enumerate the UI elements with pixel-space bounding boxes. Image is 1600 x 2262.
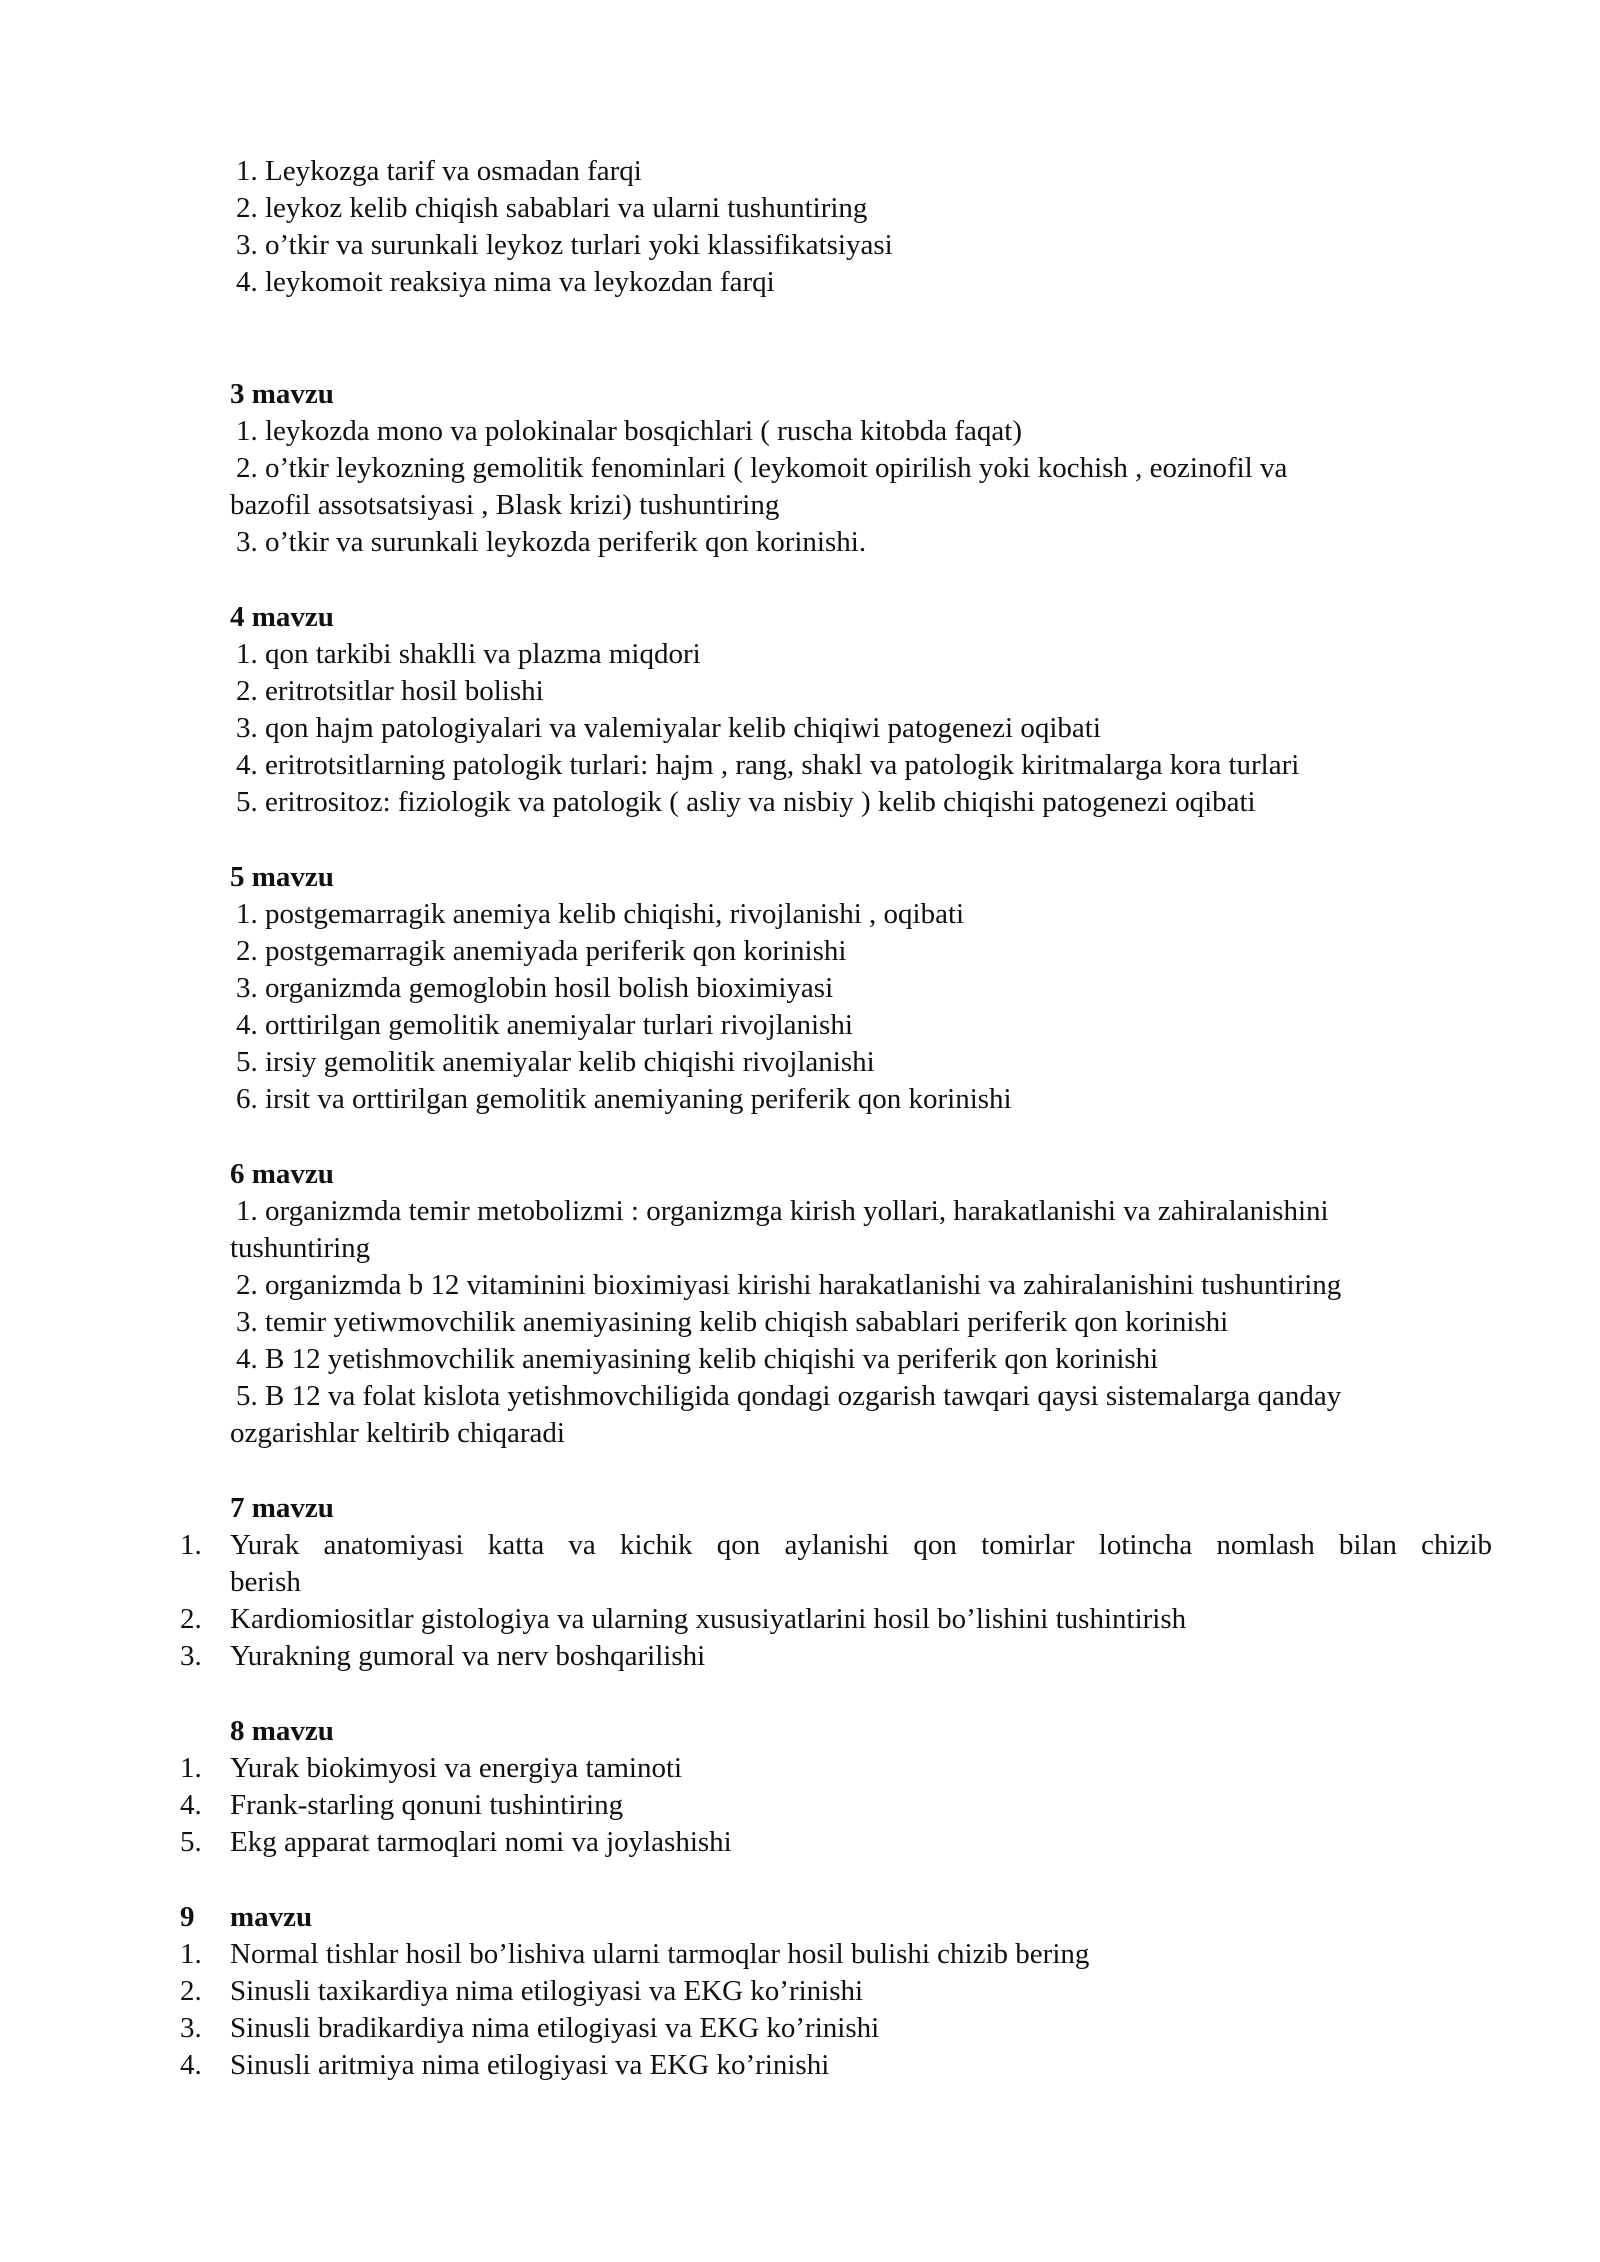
- intro-item-4: 4. leykomoit reaksiya nima va leykozdan farqi: [236, 266, 775, 298]
- section-7-item-number: 1.: [180, 1529, 202, 1561]
- section-4-line: 2. eritrotsitlar hosil bolishi: [236, 675, 544, 707]
- section-8-item-number: 1.: [180, 1752, 202, 1784]
- section-9-title: mavzu: [230, 1901, 313, 1933]
- section-5-line: 4. orttirilgan gemolitik anemiyalar turlari rivojlanishi: [236, 1009, 853, 1041]
- section-6-line: ozgarishlar keltirib chiqaradi: [230, 1417, 565, 1449]
- section-9-item: Normal tishlar hosil bo’lishiva ularni tarmoqlar hosil bulishi chizib bering: [230, 1938, 1090, 1970]
- section-4-line: 3. qon hajm patologiyalari va valemiyalar kelib chiqiwi patogenezi oqibati: [236, 712, 1101, 744]
- section-3-line: 1. leykozda mono va polokinalar bosqichlari ( ruscha kitobda faqat): [236, 415, 1022, 447]
- intro-item-1: 1. Leykozga tarif va osmadan farqi: [236, 155, 642, 187]
- section-9-item-number: 4.: [180, 2049, 202, 2081]
- section-8-item: Ekg apparat tarmoqlari nomi va joylashishi: [230, 1826, 732, 1858]
- section-9-number: 9: [180, 1901, 195, 1933]
- section-8-item: Yurak biokimyosi va energiya taminoti: [230, 1752, 683, 1784]
- section-8-title: 8 mavzu: [230, 1715, 334, 1747]
- section-8-item: Frank-starling qonuni tushintiring: [230, 1789, 624, 1821]
- section-7-item: Kardiomiositlar gistologiya va ularning xususiyatlarini hosil bo’lishini tushintirish: [230, 1603, 1187, 1635]
- section-6-line: 5. B 12 va folat kislota yetishmovchiligida qondagi ozgarish tawqari qaysi sistemalarga qanday: [236, 1380, 1342, 1412]
- section-7-item: Yurak anatomiyasi katta va kichik qon aylanishi qon tomirlar lotincha nomlash bilan chizib: [230, 1529, 1492, 1561]
- section-5-line: 6. irsit va orttirilgan gemolitik anemiyaning periferik qon korinishi: [236, 1083, 1012, 1115]
- section-9-item: Sinusli taxikardiya nima etilogiyasi va EKG ko’rinishi: [230, 1975, 864, 2007]
- section-5-line: 3. organizmda gemoglobin hosil bolish bioximiyasi: [236, 972, 834, 1004]
- section-7-item-continuation: berish: [230, 1566, 301, 1598]
- section-5-title: 5 mavzu: [230, 861, 334, 893]
- section-4-line: 4. eritrotsitlarning patologik turlari: hajm , rang, shakl va patologik kiritmalarga kora turlari: [236, 749, 1300, 781]
- section-7-item: Yurakning gumoral va nerv boshqarilishi: [230, 1640, 706, 1672]
- section-9-item: Sinusli bradikardiya nima etilogiyasi va EKG ko’rinishi: [230, 2012, 880, 2044]
- section-9-item: Sinusli aritmiya nima etilogiyasi va EKG ko’rinishi: [230, 2049, 830, 2081]
- intro-item-2: 2. leykoz kelib chiqish sabablari va ularni tushuntiring: [236, 192, 868, 224]
- intro-item-3: 3. o’tkir va surunkali leykoz turlari yoki klassifikatsiyasi: [236, 229, 893, 261]
- section-7-title: 7 mavzu: [230, 1492, 334, 1524]
- section-5-line: 5. irsiy gemolitik anemiyalar kelib chiqishi rivojlanishi: [236, 1046, 875, 1078]
- section-9-item-number: 1.: [180, 1938, 202, 1970]
- section-3-line: 3. o’tkir va surunkali leykozda periferik qon korinishi.: [236, 526, 867, 558]
- section-8-item-number: 4.: [180, 1789, 202, 1821]
- section-9-item-number: 3.: [180, 2012, 202, 2044]
- section-9-item-number: 2.: [180, 1975, 202, 2007]
- section-6-line: 4. B 12 yetishmovchilik anemiyasining kelib chiqishi va periferik qon korinishi: [236, 1343, 1159, 1375]
- section-3-title: 3 mavzu: [230, 378, 334, 410]
- section-6-line: 1. organizmda temir metobolizmi : organizmga kirish yollari, harakatlanishi va zahiralanishini: [236, 1195, 1329, 1227]
- section-4-line: 5. eritrositoz: fiziologik va patologik ( asliy va nisbiy ) kelib chiqishi patogenezi oqibati: [236, 786, 1256, 818]
- section-3-line: 2. o’tkir leykozning gemolitik fenominlari ( leykomoit opirilish yoki kochish , eozinofil va: [236, 452, 1288, 484]
- section-4-line: 1. qon tarkibi shaklli va plazma miqdori: [236, 638, 701, 670]
- section-6-line: tushuntiring: [230, 1232, 371, 1264]
- section-7-item-number: 3.: [180, 1640, 202, 1672]
- section-8-item-number: 5.: [180, 1826, 202, 1858]
- section-5-line: 1. postgemarragik anemiya kelib chiqishi, rivojlanishi , oqibati: [236, 898, 965, 930]
- section-6-title: 6 mavzu: [230, 1158, 334, 1190]
- section-6-line: 2. organizmda b 12 vitaminini bioximiyasi kirishi harakatlanishi va zahiralanishini tushuntiring: [236, 1269, 1342, 1301]
- section-7-item-number: 2.: [180, 1603, 202, 1635]
- section-6-line: 3. temir yetiwmovchilik anemiyasining kelib chiqish sabablari periferik qon korinishi: [236, 1306, 1229, 1338]
- section-3-line: bazofil assotsatsiyasi , Blask krizi) tushuntiring: [230, 489, 780, 521]
- section-5-line: 2. postgemarragik anemiyada periferik qon korinishi: [236, 935, 847, 967]
- section-4-title: 4 mavzu: [230, 601, 334, 633]
